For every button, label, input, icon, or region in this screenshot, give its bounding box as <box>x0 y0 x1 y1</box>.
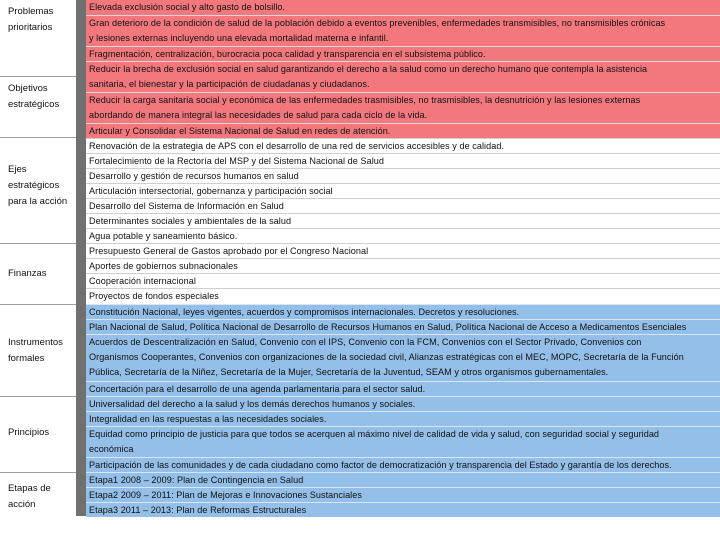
section-label-etapas <box>0 472 76 516</box>
row-text: Aportes de gobiernos subnacionales <box>89 261 238 271</box>
table-row <box>86 228 720 243</box>
row-text: Pública, Secretaría de la Niñez, Secretaría de la Mujer, Secretaría de la Juventud, SEAM y otros organismos gubernamentales. <box>89 367 609 378</box>
label-line: acción <box>8 499 36 510</box>
section-label-ejes <box>0 137 76 243</box>
row-text: Reducir la carga sanitaria social y económica de las enfermedades trasmisibles, no trasmisibles, la desnutrición y las lesiones externas <box>89 95 641 105</box>
row-text: Reducir la brecha de exclusión social en salud garantizando el derecho a la salud como un derecho humano que contempla la asistencia <box>89 64 648 74</box>
label-line: Ejes <box>8 164 27 175</box>
column-separator <box>76 0 86 516</box>
row-text: Universalidad del derecho a la salud y los demás derechos humanos y sociales. <box>89 399 416 409</box>
table-row <box>86 183 720 198</box>
section-label-problemas <box>0 0 76 76</box>
section-label-finanzas <box>0 243 76 304</box>
table-row <box>86 381 720 396</box>
table-row <box>86 396 720 411</box>
label-line: estratégicos <box>8 99 60 110</box>
row-text: Determinantes sociales y ambientales de la salud <box>89 216 292 226</box>
table-row <box>86 273 720 288</box>
table-row <box>86 243 720 258</box>
row-text: Agua potable y saneamiento básico. <box>89 231 238 241</box>
row-text: Fortalecimiento de la Rectoría del MSP y del Sistema Nacional de Salud <box>89 156 384 166</box>
section-label-instrumentos <box>0 304 76 396</box>
row-text: Etapa1 2008 – 2009: Plan de Contingencia en Salud <box>89 475 304 485</box>
table-row <box>86 457 720 472</box>
row-text: Concertación para el desarrollo de una agenda parlamentaria para el sector salud. <box>89 384 426 394</box>
label-line: formales <box>8 353 45 364</box>
label-line: estratégicos <box>8 180 60 191</box>
row-text: económica <box>89 444 134 455</box>
row-text: Articular y Consolidar el Sistema Nacional de Salud en redes de atención. <box>89 126 391 136</box>
label-line: Finanzas <box>8 268 47 279</box>
row-text: Cooperación internacional <box>89 276 196 286</box>
table-row <box>86 472 720 487</box>
label-line: Instrumentos <box>8 337 63 348</box>
row-text: y lesiones externas incluyendo una elevada mortalidad materna e infantil. <box>89 33 389 44</box>
table-row <box>86 502 720 517</box>
table-row <box>86 319 720 334</box>
table-row <box>86 288 720 304</box>
table-row <box>86 123 720 138</box>
table-row <box>86 61 720 92</box>
row-text: Presupuesto General de Gastos aprobado por el Congreso Nacional <box>89 246 369 256</box>
row-text: abordando de manera integral las necesidades de salud para cada ciclo de la vida. <box>89 110 428 121</box>
label-line: Problemas <box>8 6 54 17</box>
row-text: Fragmentación, centralización, burocracia poca calidad y transparencia en el subsistema público. <box>89 49 486 59</box>
row-text: Equidad como principio de justicia para que todos se acerquen al máximo nivel de calidad de vida y salud, con seguridad social y seguridad <box>89 429 660 439</box>
label-line: Principios <box>8 427 50 438</box>
table-row <box>86 411 720 426</box>
section-label-principios <box>0 396 76 472</box>
label-line: Objetivos <box>8 83 48 94</box>
row-text: Desarrollo y gestión de recursos humanos en salud <box>89 171 299 181</box>
table-row <box>86 153 720 168</box>
row-text: Proyectos de fondos especiales <box>89 291 219 301</box>
section-labels-column <box>0 0 76 516</box>
row-text: Articulación intersectorial, gobernanza y participación social <box>89 186 333 196</box>
table-row <box>86 487 720 502</box>
row-text: Organismos Cooperantes, Convenios con organizaciones de la sociedad civil, Alianzas estratégicas con el MEC, MOPC, Secretaría de la Función <box>89 352 684 363</box>
table-row <box>86 15 720 46</box>
table-row <box>86 213 720 228</box>
label-line: Etapas de <box>8 483 51 494</box>
row-text: Acuerdos de Descentralización en Salud, Convenio con el IPS, Convenio con la FCM, Convenios con el Sector Privado, Convenios con <box>89 337 642 347</box>
row-text: Elevada exclusión social y alto gasto de bolsillo. <box>89 2 286 12</box>
table-row <box>86 92 720 123</box>
table-row <box>86 198 720 213</box>
row-text: Participación de las comunidades y de cada ciudadano como factor de democratización y transparencia del Estado y garantía de los derechos. <box>89 460 672 470</box>
table-row <box>86 138 720 153</box>
label-line: prioritarios <box>8 22 53 33</box>
row-text: Integralidad en las respuestas a las necesidades sociales. <box>89 414 327 424</box>
row-text: Constitución Nacional, leyes vigentes, acuerdos y compromisos internacionales. Decretos y resoluciones. <box>89 307 520 317</box>
table-row <box>86 168 720 183</box>
table-row <box>86 304 720 319</box>
table-row <box>86 0 720 15</box>
label-line: para la acción <box>8 196 68 207</box>
row-text: Etapa2 2009 – 2011: Plan de Mejoras e Innovaciones Sustanciales <box>89 490 362 500</box>
row-text: Renovación de la estrategia de APS con el desarrollo de una red de servicios accesibles y de calidad. <box>89 141 505 151</box>
section-label-objetivos <box>0 76 76 137</box>
table-row <box>86 258 720 273</box>
row-text: sanitaria, el bienestar y la participación de ciudadanas y ciudadanos. <box>89 79 370 90</box>
table-row <box>86 46 720 61</box>
row-text: Desarrollo del Sistema de Información en Salud <box>89 201 284 211</box>
table-row <box>86 426 720 457</box>
row-text: Etapa3 2011 – 2013: Plan de Reformas Estructurales <box>89 505 307 515</box>
table-row <box>86 334 720 381</box>
row-text: Plan Nacional de Salud, Política Nacional de Desarrollo de Recursos Humanos en Salud, Política Nacional de Acceso a Medicamentos Esenciales <box>89 322 687 332</box>
row-text: Gran deterioro de la condición de salud de la población debido a eventos prevenibles, enfermedades transmisibles, no transmisibles crónicas <box>89 18 666 28</box>
